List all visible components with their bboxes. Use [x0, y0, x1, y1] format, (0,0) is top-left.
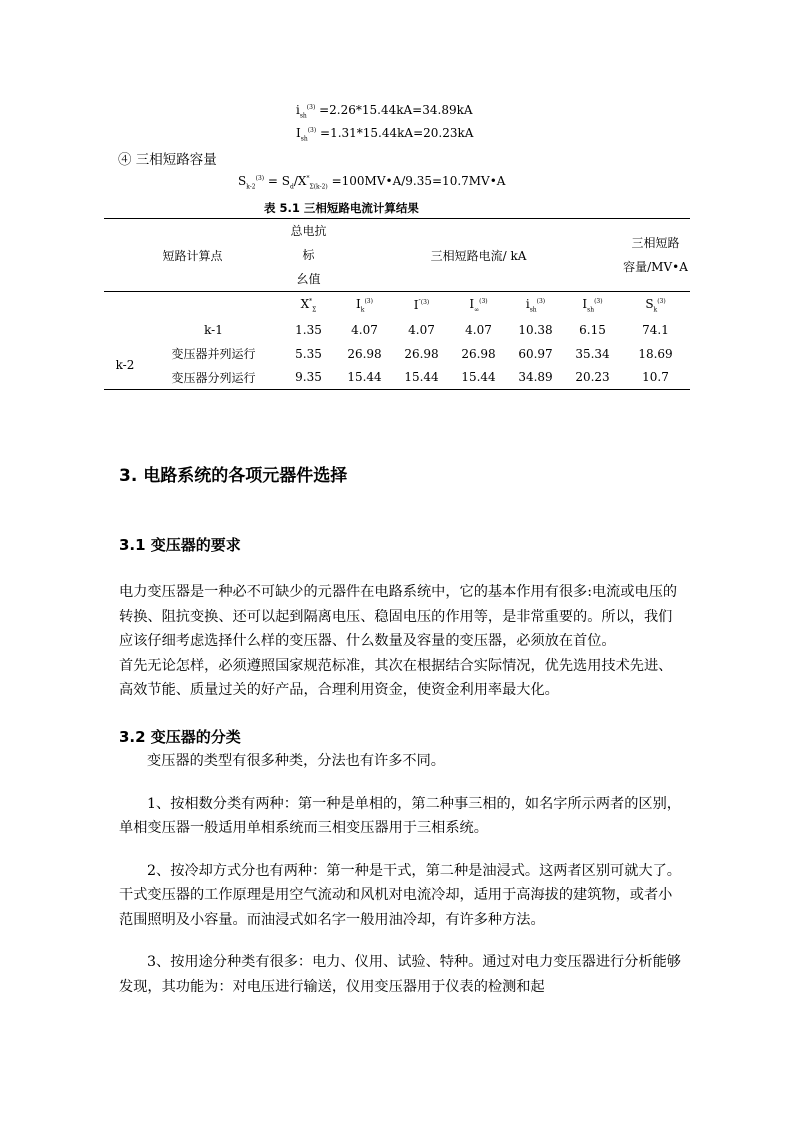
cell: 10.38 [518, 322, 553, 337]
cell: 1.35 [295, 322, 322, 337]
cell: 5.35 [295, 346, 322, 361]
paragraph: 3、按用途分种类有很多：电力、仪用、试验、特种。通过对电力变压器进行分析能够发现，其功能为：对电压进行输送，仪用变压器用于仪表的检测和起 [119, 954, 681, 995]
cell: 20.23 [575, 370, 610, 385]
sym-ipp: $I^{''(3)}$ [413, 297, 430, 312]
section-3-2-title: 3.2 变压器的分类 [119, 728, 241, 746]
table-caption: 表 5.1 三相短路电流计算结果 [264, 201, 419, 215]
section-3-2-body [119, 749, 681, 999]
cell: 4.07 [408, 322, 435, 337]
section-3-1-body [119, 580, 681, 703]
cell: 4.07 [465, 322, 492, 337]
cell: 10.7 [642, 370, 669, 385]
paragraph: 1、按相数分类有两种：第一种是单相的，第二种事三相的，如名字所示两者的区别，单相变压器一般适用单相系统而三相变压器用于三相系统。 [119, 795, 681, 836]
sym-x: $X^*_\Sigma$ [300, 296, 317, 313]
cell: 60.97 [518, 346, 553, 361]
sym-sk: $S_k^{(3)}$ [645, 296, 666, 313]
table-row [104, 366, 690, 390]
cell: 15.44 [461, 370, 496, 385]
table-row [104, 342, 690, 366]
row-label: 变压器分列运行 [171, 370, 256, 385]
cell: 15.44 [347, 370, 382, 385]
cell: 6.15 [579, 322, 606, 337]
results-table [104, 218, 690, 390]
cell: 74.1 [642, 322, 669, 337]
table-row [104, 318, 690, 342]
paragraph: 变压器的类型有很多种类，分法也有许多不同。 [147, 753, 445, 769]
sym-ish: $i_{sh}^{(3)}$ [525, 296, 546, 313]
paragraph: 2、按冷却方式分也有两种：第一种是干式，第二种是油浸式。这两者区别可就大了。干式变压器的工作原理是用空气流动和风机对电流冷却，适用于高海拔的建筑物，或者小范围照明及小容量。而油浸式如名字一般用油冷却，有许多种方法。 [119, 862, 681, 928]
paragraph: 首先无论怎样，必须遵照国家规范标准，其次在根据结合实际情况，优先选用技术先进、高效节能、质量过关的好产品，合理利用资金，使资金利用率最大化。 [119, 657, 673, 698]
row-label: k-1 [204, 322, 223, 337]
row-group-label: k-2 [115, 358, 135, 373]
cell: 15.44 [404, 370, 439, 385]
cell: 4.07 [351, 322, 378, 337]
cell: 26.98 [461, 346, 496, 361]
sym-iinf: $I_\infty^{(3)}$ [469, 296, 488, 313]
formula-Ish: $I_{sh}^{(3)} =1.31*15.44kA=20.23kA$ [296, 126, 474, 143]
capacity-heading: ④ 三相短路容量 [118, 152, 217, 168]
header-capacity: 三相短路 容量/MV•A [623, 236, 688, 274]
cell: 9.35 [295, 370, 322, 385]
cell: 26.98 [404, 346, 439, 361]
header-current: 三相短路电流/ kA [430, 248, 527, 263]
cell: 18.69 [638, 346, 673, 361]
section-3-title: 3. 电路系统的各项元器件选择 [119, 466, 348, 486]
formula-ish: $i_{sh}^{(3)} =2.26*15.44kA=34.89kA$ [296, 103, 473, 120]
formula-capacity: $S_{k-2}^{(3)} = S_d/X^*_{\Sigma(k-2)}$ =100MV•A/9.35=10.7MV•A [238, 174, 506, 191]
sym-Ish: $I_{sh}^{(3)}$ [582, 296, 603, 313]
header-point: 短路计算点 [162, 248, 223, 263]
paragraph: 电力变压器是一种必不可缺少的元器件在电路系统中，它的基本作用有很多:电流或电压的转换、阻抗变换、还可以起到隔离电压、稳固电压的作用等，是非常重要的。所以，我们应该仔细考虑选择什么样的变压器、什么数量及容量的变压器，必须放在首位。 [119, 584, 678, 649]
cell: 26.98 [347, 346, 382, 361]
row-label: 变压器并列运行 [171, 347, 256, 361]
cell: 34.89 [518, 370, 553, 385]
symbol-row [104, 292, 690, 318]
sym-ik: $I_k^{(3)}$ [356, 296, 373, 313]
header-row [104, 219, 690, 292]
header-reactance: 总电抗 标 幺值 [290, 224, 327, 286]
cell: 35.34 [575, 346, 610, 361]
section-3-1-title: 3.1 变压器的要求 [119, 536, 241, 554]
